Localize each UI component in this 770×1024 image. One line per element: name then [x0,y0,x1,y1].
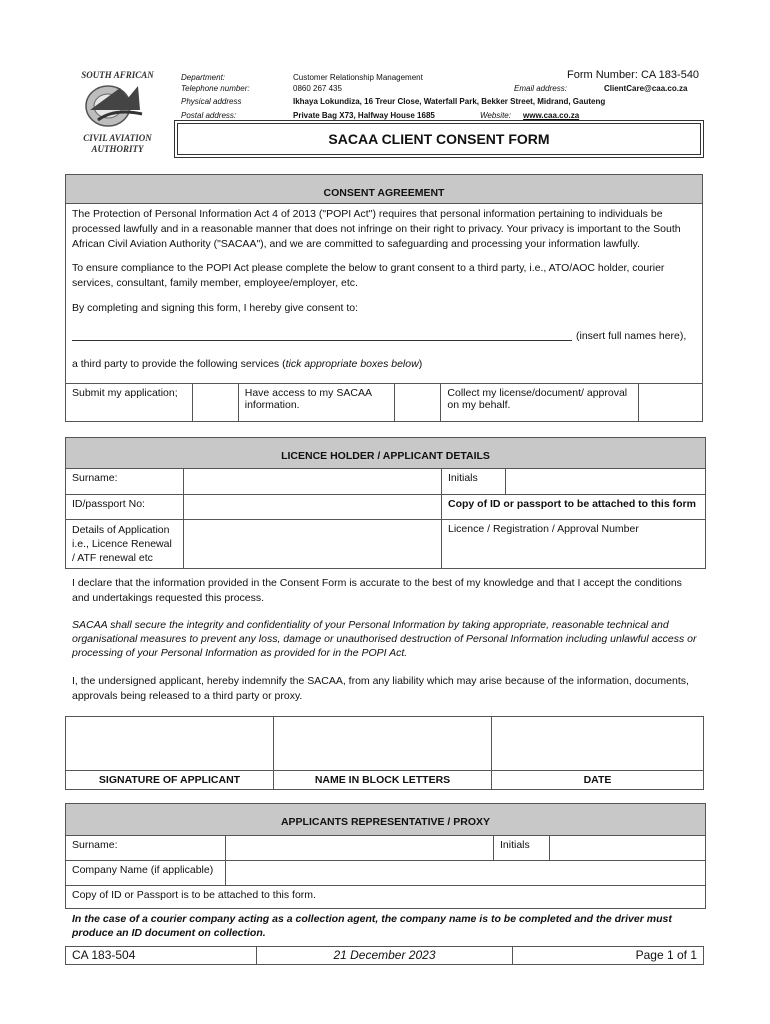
consent-paragraph-4 [72,357,422,372]
website-link[interactable]: www.caa.co.za [523,111,580,120]
signature-input[interactable] [66,717,274,771]
date-label: DATE [492,771,704,790]
consent-heading: CONSENT AGREEMENT [65,174,703,204]
licence-table [65,468,706,569]
consent-paragraph-2: To ensure compliance to the POPI Act please complete the below to grant consent to a third party, i.e., ATO/AOC holder, courier services, consultant, family member, employee/employer, etc. [72,262,665,289]
department-label: Department: [181,73,226,82]
consent-body [65,203,703,385]
checkbox-collect-document[interactable] [639,384,703,422]
company-name-input[interactable] [226,861,706,886]
signature-table [65,716,704,790]
consent-paragraph-1: The Protection of Personal Information Act 4 of 2013 ("POPI Act") requires that personal information pertaining to individuals be processed lawfully and in a reasonable manner that does not infringe on their right to privacy. Your privacy is important to the South African Civil Aviation Authority ("SACAA"), and we are committed to safeguarding and processing your information lawfully. [72,208,681,250]
option-access-information: Have access to my SACAA information. [238,384,395,422]
services-italic-text: tick appropriate boxes below [285,358,419,370]
surname-label: Surname: [66,469,184,495]
physical-address-value: Ikhaya Lokundiza, 16 Treur Close, Waterfall Park, Bekker Street, Midrand, Gauteng [293,97,606,106]
email-value[interactable]: ClientCare@caa.co.za [604,84,688,93]
department-value: Customer Relationship Management [293,73,423,82]
application-details-label: Details of Application i.e., Licence Renewal / ATF renewal etc [66,520,184,569]
logo-top-text: SOUTH AFRICAN [81,70,154,80]
proxy-copy-note: Copy of ID or Passport is to be attached to this form. [66,886,706,909]
licence-heading: LICENCE HOLDER / APPLICANT DETAILS [65,437,706,469]
page-title: SACAA CLIENT CONSENT FORM [328,131,550,147]
form-number: Form Number: CA 183-540 [567,69,700,81]
initials-label: Initials [442,469,506,495]
proxy-table [65,835,706,909]
physical-address-label: Physical address [181,97,242,106]
postal-address-value: Private Bag X73, Halfway House 1685 [293,111,435,120]
proxy-surname-label: Surname: [66,836,226,861]
third-party-name-field[interactable] [72,329,572,341]
checkbox-submit-application[interactable] [192,384,238,422]
telephone-value: 0860 267 435 [293,84,342,93]
initials-input[interactable] [506,469,706,495]
postal-address-label: Postal address: [181,111,237,120]
footer-form-code: CA 183-504 [66,947,257,965]
services-end-text: ) [418,358,423,370]
declaration-accuracy: I declare that the information provided in the Consent Form is accurate to the best of my knowledge and that I accept the conditions and undertakings requested this process. [72,577,682,604]
email-label: Email address: [514,84,567,93]
insert-names-label: (insert full names here), [576,330,687,342]
logo-emblem-icon [80,80,155,132]
consent-paragraph-3: By completing and signing this form, I hereby give consent to: [72,302,358,314]
id-passport-input[interactable] [184,495,442,520]
logo-bottom-text-2: AUTHORITY [91,144,144,154]
proxy-initials-label: Initials [494,836,550,861]
application-details-input[interactable] [184,520,442,569]
services-table [65,383,703,422]
id-passport-label: ID/passport No: [66,495,184,520]
logo-bottom-text-1: CIVIL AVIATION [83,133,152,143]
proxy-initials-input[interactable] [550,836,706,861]
footer-page-number: Page 1 of 1 [512,947,703,965]
website-label: Website: [480,111,511,120]
form-title-box [174,120,704,158]
block-name-input[interactable] [274,717,492,771]
checkbox-access-information[interactable] [395,384,441,422]
courier-note: In the case of a courier company acting as a collection agent, the company name is to be completed and the driver must produce an ID document on collection. [72,913,672,939]
telephone-label: Telephone number: [181,84,250,93]
footer [65,946,704,965]
option-submit-application: Submit my application; [66,384,193,422]
block-name-label: NAME IN BLOCK LETTERS [274,771,492,790]
footer-date: 21 December 2023 [257,947,512,965]
date-input[interactable] [492,717,704,771]
copy-id-note: Copy of ID or passport to be attached to this form [442,495,706,520]
declaration-indemnity: I, the undersigned applicant, hereby indemnify the SACAA, from any liability which may arise because of the information, documents, approvals being released to a third party or proxy. [72,675,689,702]
declaration-security: SACAA shall secure the integrity and confidentiality of your Personal Information by taking appropriate, reasonable technical and organisational measures to prevent any loss, damage or unauthorised destruction of Personal Information including unlawful access or processing of your Personal Information as provided for in the POPI Act. [72,619,697,659]
surname-input[interactable] [184,469,442,495]
sacaa-logo [80,80,155,132]
proxy-surname-input[interactable] [226,836,494,861]
proxy-heading: APPLICANTS REPRESENTATIVE / PROXY [65,803,706,836]
option-collect-document: Collect my license/document/ approval on my behalf. [441,384,639,422]
licence-number-field[interactable]: Licence / Registration / Approval Number [442,520,706,569]
signature-label: SIGNATURE OF APPLICANT [66,771,274,790]
services-text: a third party to provide the following services ( [72,358,286,370]
company-name-label: Company Name (if applicable) [66,861,226,886]
